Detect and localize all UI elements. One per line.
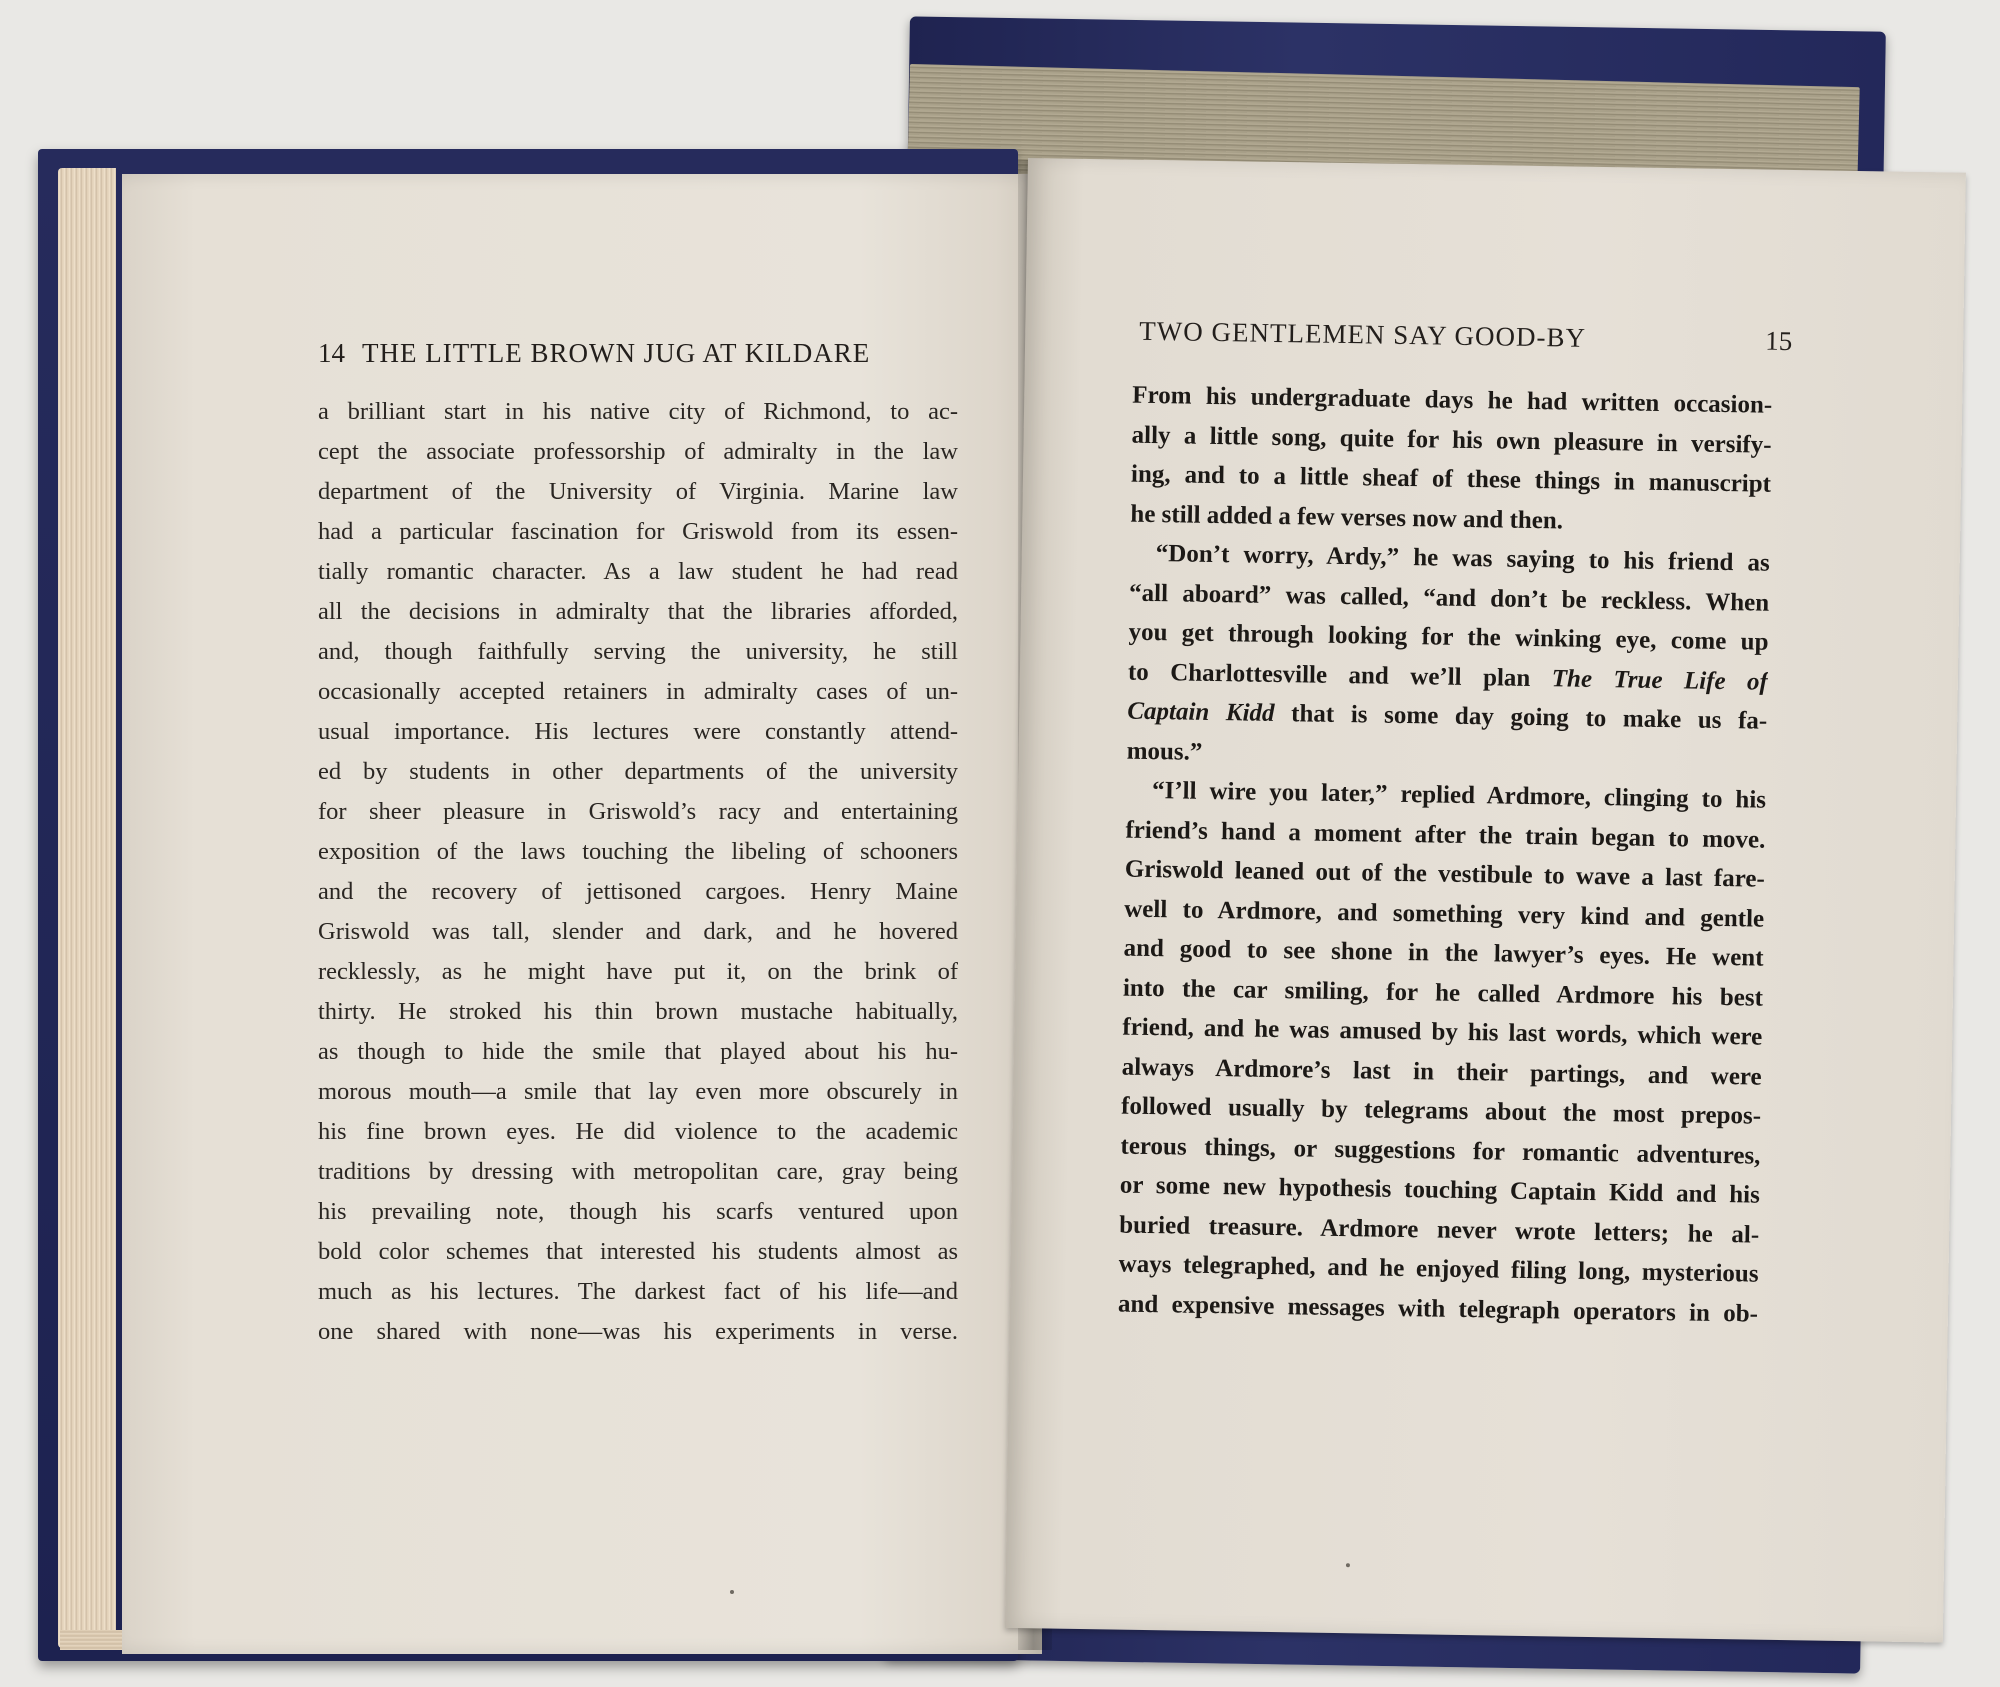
text-line: traditions by dressing with metropolitan care, gray being [318,1158,958,1185]
text-line: buried treasure. Ardmore never wrote letters; he al- [1119,1211,1760,1249]
text-line: recklessly, as he might have put it, on the brink of [318,958,958,985]
text-line: “Don’t worry, Ardy,” he was saying to his friend as [1155,540,1770,577]
text-line: department of the University of Virginia. Marine law [318,478,958,505]
text-line: and the recovery of jettisoned cargoes. Henry Maine [318,878,958,905]
text-run: to Charlottesville and we’ll plan [1127,658,1552,692]
text-line: exposition of the laws touching the libeling of schooners [318,838,958,865]
text-line: bold color schemes that interested his students almost as [318,1238,958,1265]
text-line: ally a little song, quite for his own pleasure in versify- [1131,421,1772,459]
text-line: and expensive messages with telegraph operators in ob- [1117,1290,1759,1328]
text-line: he still added a few verses now and then. [1130,500,1564,534]
text-line: Griswold leaned out of the vestibule to wave a last fare- [1124,855,1765,893]
text-line: much as his lectures. The darkest fact of his life—and [318,1278,958,1305]
text-line: into the car smiling, for he called Ardmore his best [1122,974,1764,1012]
left-page-text [318,392,958,1352]
text-line: and, though faithfully serving the university, he still [318,638,958,665]
text-line: occasionally accepted retainers in admiralty cases of un- [318,678,958,705]
front-book-page-edges [58,168,116,1648]
text-line: From his undergraduate days he had written occasion- [1132,381,1773,419]
text-line: a brilliant start in his native city of Richmond, to ac- [318,398,958,425]
right-page [1005,158,1966,1643]
page-number-left: 14 [318,338,345,368]
text-line: usual importance. His lectures were constantly attend- [318,718,958,745]
paper-speck [730,1590,734,1594]
text-line: “all aboard” was called, “and don’t be reckless. When [1128,579,1770,617]
text-line: “I’ll wire you later,” replied Ardmore, clinging to his [1151,777,1767,814]
text-line: for sheer pleasure in Griswold’s racy and entertaining [318,798,958,825]
text-line: always Ardmore’s last in their partings, and were [1121,1053,1762,1091]
text-line: friend, and he was amused by his last words, which were [1122,1013,1763,1051]
text-line: and good to see shone in the lawyer’s eyes. He went [1123,934,1764,972]
running-head-right: TWO GENTLEMEN SAY GOOD-BY [1139,315,1587,353]
left-page [122,174,1042,1654]
text-line: his fine brown eyes. He did violence to the academic [318,1118,958,1145]
text-line: ways telegraphed, and he enjoyed filing long, mysterious [1118,1250,1759,1288]
text-line: ing, and to a little sheaf of these things in manuscript [1130,460,1772,498]
text-run: that is some day going to make us fa- [1274,699,1768,735]
text-line: ed by students in other departments of the university [318,758,958,785]
right-page-text [1118,376,1773,1334]
text-line: tially romantic character. As a law student he had read [318,558,958,585]
text-line: friend’s hand a moment after the train began to move. [1125,816,1766,854]
text-line: all the decisions in admiralty that the libraries afforded, [318,598,958,625]
text-line: mous.” [1126,737,1203,766]
book-title-italic: Captain Kidd [1127,697,1275,727]
text-line: cept the associate professorship of admiralty in the law [318,438,958,465]
text-line: or some new hypothesis touching Captain Kidd and his [1119,1171,1761,1209]
text-line: morous mouth—a smile that lay even more obscurely in [318,1078,958,1105]
page-number-right: 15 [1764,325,1793,357]
text-line: one shared with none—was his experiments in verse. [318,1318,958,1345]
text-line: his prevailing note, though his scarfs ventured upon [318,1198,958,1225]
text-line: Griswold was tall, slender and dark, and he hovered [318,918,958,945]
running-head-left: THE LITTLE BROWN JUG AT KILDARE [362,338,871,368]
text-line: well to Ardmore, and something very kind and gentle [1124,895,1765,933]
text-line: followed usually by telegrams about the most prepos- [1120,1092,1762,1130]
text-line: you get through looking for the winking eye, come up [1128,618,1769,656]
text-line: had a particular fascination for Griswold from its essen- [318,518,958,545]
text-line: as though to hide the smile that played about his hu- [318,1038,958,1065]
text-line: thirty. He stroked his thin brown mustache habitually, [318,998,958,1025]
paper-speck [1346,1563,1350,1567]
text-line: terous things, or suggestions for romantic adventures, [1120,1132,1761,1170]
book-title-italic: The True Life of [1551,664,1769,696]
